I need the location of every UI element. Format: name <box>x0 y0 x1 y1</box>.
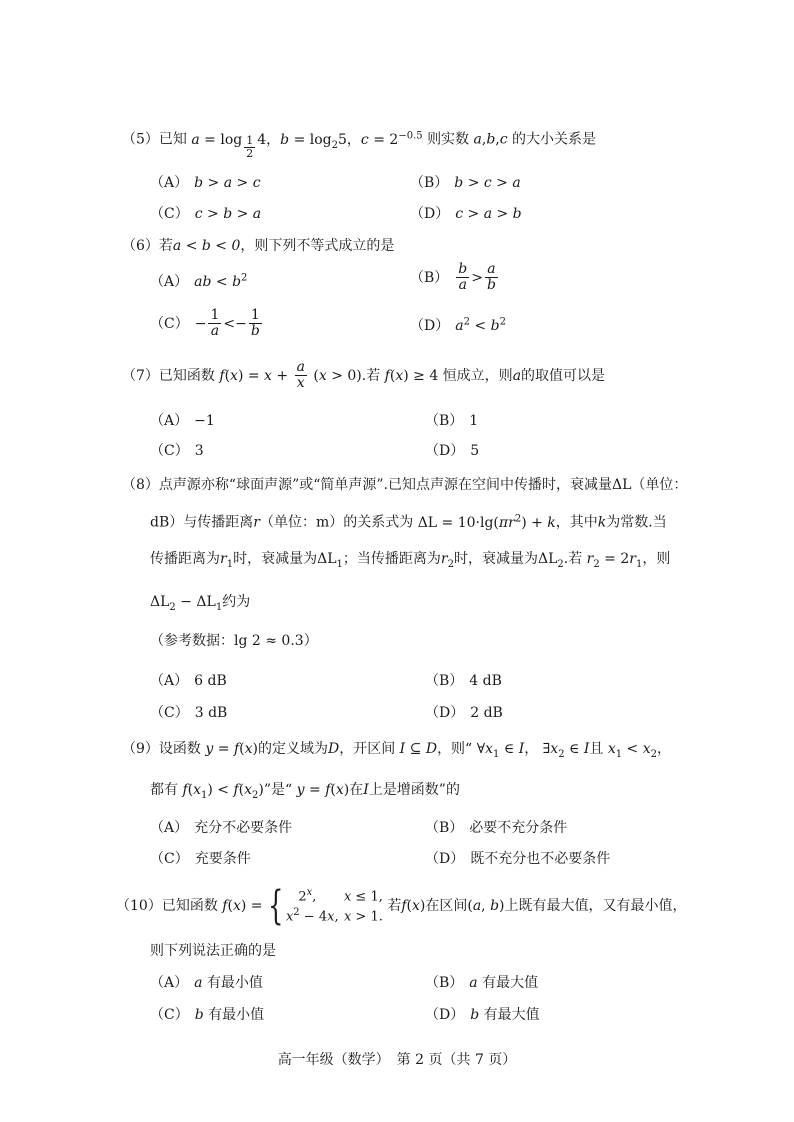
question-9-stem: （9）设函数 y = f(x)的定义域为D，开区间 I ⊆ D，则“ $\forall x_1$ ∈ I， $\exists x_2$ ∈ I且 $x_1 < x_2$， <box>122 741 672 760</box>
q6-choice-d[interactable]: （D） $a^2 < b^2$ <box>410 316 506 334</box>
q9-choice-c[interactable]: （C） 充要条件 <box>150 851 251 867</box>
q8-choice-c[interactable]: （C） 3 dB <box>150 705 228 721</box>
q8-choice-a[interactable]: （A） 6 dB <box>150 673 227 689</box>
question-8-line-4: $\Delta L_2 - \Delta L_1$约为 <box>150 594 251 613</box>
math-a-def: a = log $_{\frac{1}{2}}$ 4，$b = \log_25$，$c = 2^{-0.5}$ <box>191 130 423 160</box>
q10-choice-a[interactable]: （A） a 有最小值 <box>150 975 263 991</box>
question-8-stem: （8）点声源亦称“球面声源”或“简单声源”.已知点声源在空间中传播时，衰减量ΔL（单位： <box>122 477 688 493</box>
q6-choice-b[interactable]: （B） $\frac{b}{a}$ > $\frac{a}{b}$ <box>410 261 496 294</box>
page-footer: 高一年级（数学） 第 2 页（共 7 页） <box>277 1052 517 1068</box>
q5-choice-b[interactable]: （B） b > c > a <box>410 175 521 191</box>
question-number: （5） <box>122 131 159 148</box>
q5-choice-c[interactable]: （C） c > b > a <box>150 206 262 222</box>
q7-choice-c[interactable]: （C） 3 <box>150 443 204 459</box>
q10-choice-b[interactable]: （B） a 有最大值 <box>425 975 539 991</box>
q9-choice-d[interactable]: （D） 既不充分也不必要条件 <box>425 851 611 867</box>
q10-choice-d[interactable]: （D） b 有最大值 <box>425 1007 540 1023</box>
q6-choice-a[interactable]: （A） ab < $b^2$ <box>150 272 248 290</box>
q7-choice-d[interactable]: （D） 5 <box>425 443 480 459</box>
piecewise-function: f(x) = { 2$^x$, x ≤ 1, $x^2 - 4x$, x > 1. <box>222 883 383 929</box>
question-6-stem: （6）若a < b < 0，则下列不等式成立的是 <box>122 238 395 254</box>
q9-choice-a[interactable]: （A） 充分不必要条件 <box>150 820 293 836</box>
question-number: （10） <box>116 898 162 914</box>
question-number: （8） <box>122 477 159 493</box>
q7-choice-a[interactable]: （A） −1 <box>150 413 215 429</box>
question-8-line-3: 传播距离为$r_1$时，衰减量为$\Delta L_1$；当传播距离为$r_2$时，衰减量为$\Delta L_2$.若 $r_2 = 2r_1$，则 <box>150 551 671 570</box>
q8-choice-b[interactable]: （B） 4 dB <box>425 673 502 689</box>
q6-choice-c[interactable]: （C） − $\frac{1}{a}$ <− $\frac{1}{b}$ <box>150 307 260 340</box>
question-5-stem: （5）已知 a = log $_{\frac{1}{2}}$ 4，$b = \log_25$，$c = 2^{-0.5}$ 则实数 a,b,c 的大小关系是 <box>122 130 597 160</box>
question-8-line-2: dB）与传播距离r（单位：m）的关系式为 $\Delta L = 10\cdot\lg(\pi r^2) + k$，其中k为常数.当 <box>150 513 667 531</box>
q7-choice-b[interactable]: （B） 1 <box>425 413 479 429</box>
question-number: （7） <box>122 367 159 384</box>
q5-choice-d[interactable]: （D） c > a > b <box>410 206 522 222</box>
question-8-reference: （参考数据：lg 2 ≈ 0.3） <box>150 633 318 649</box>
question-9-line-2: 都有 $f(x_1) < f(x_2)$”是“ y = f(x)在I上是增函数”的 <box>150 782 460 801</box>
q9-choice-b[interactable]: （B） 必要不充分条件 <box>425 820 568 836</box>
question-7-stem: （7）已知函数 f(x) = x + $\frac{a}{x}$ (x > 0).若 f(x) ≥ 4 恒成立，则a的取值可以是 <box>122 359 606 392</box>
question-10-stem: （10）已知函数 f(x) = { 2$^x$, x ≤ 1, $x^2 - 4x$, x > 1. 若f(x)在区间(a, b)上既有最大值，又有最小值， <box>116 883 687 929</box>
q8-choice-d[interactable]: （D） 2 dB <box>425 705 503 721</box>
question-10-line-2: 则下列说法正确的是 <box>150 943 276 959</box>
q5-choice-a[interactable]: （A） b > a > c <box>150 175 261 191</box>
question-number: （6） <box>122 238 159 254</box>
question-number: （9） <box>122 741 159 757</box>
q10-choice-c[interactable]: （C） b 有最小值 <box>150 1007 265 1023</box>
